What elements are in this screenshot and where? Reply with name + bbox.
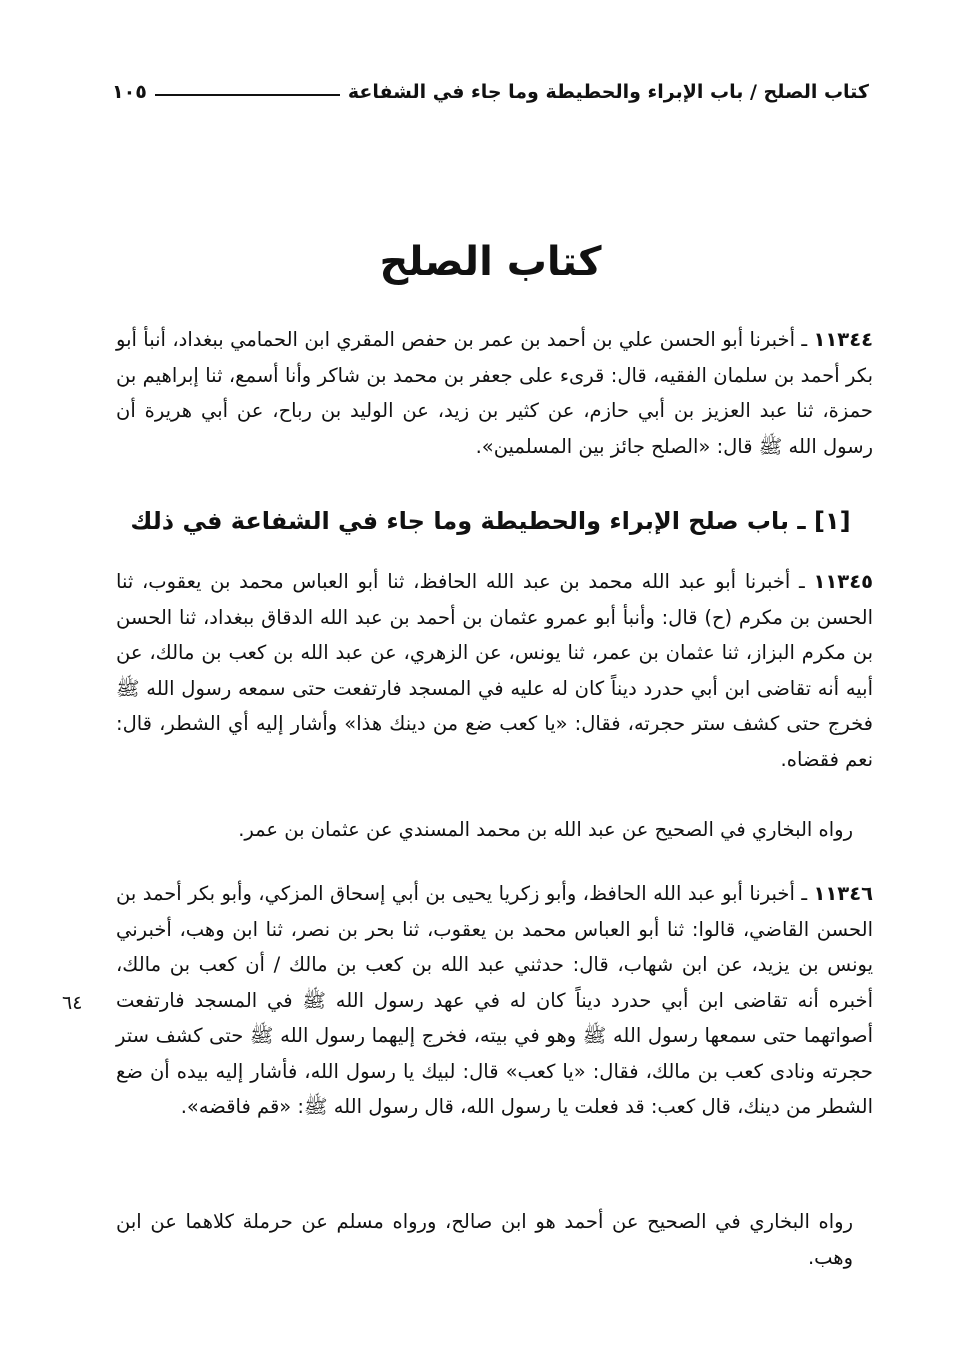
hadith-number: ١١٣٤٦ — [813, 882, 873, 905]
hadith-text: ـ أخبرنا أبو الحسن علي بن أحمد بن عمر بن حفص المقري ابن الحمامي ببغداد، أنبأ أبو بكر أحمد بن سلمان الفقيه، قال: قرىء على جعفر بن محمد بن شاكر وأنا أسمع، ثنا إبراهيم بن حمزة، ثنا عبد العزيز بن أبي حازم، عن كثير بن زيد، عن الوليد بن رباح، عن أبي هريرة أن رسول الله ﷺ قال: «الصلح جائز بين المسلمين». — [116, 328, 873, 458]
margin-reference: ٦٤ — [62, 992, 83, 1014]
hadith-11345-note: رواه البخاري في الصحيح عن عبد الله بن محمد المسندي عن عثمان بن عمر. — [238, 818, 853, 841]
hadith-number: ١١٣٤٤ — [813, 328, 873, 351]
header-rule — [155, 94, 340, 96]
page-number: ١٠٥ — [112, 81, 147, 103]
chapter-heading: [١] ـ باب صلح الإبراء والحطيطة وما جاء في الشفاعة في ذلك — [130, 507, 851, 535]
hadith-text: ـ أخبرنا أبو عبد الله محمد بن عبد الله الحافظ، ثنا أبو العباس محمد بن يعقوب، ثنا الحسن بن مكرم (ح) قال: وأنبأ أبو عمرو عثمان بن أحمد بن عبد الله الدقاق ببغداد، ثنا الحسن بن مكرم البزاز، ثنا عثمان بن عمر، ثنا يونس، عن الزهري، عن عبد الله بن كعب بن مالك، عن أبيه أنه تقاضى ابن أبي حدرد ديناً كان له عليه في المسجد فارتفعت حتى سمعه رسول الله ﷺ فخرج حتى كشف ستر حجرته، فقال: «يا كعب ضع من دينك هذا» وأشار إليه أي الشطر، قال: نعم فقضاه. — [116, 570, 873, 771]
book-title: كتاب الصلح — [379, 239, 602, 285]
hadith-11344 — [116, 322, 873, 464]
running-title: كتاب الصلح / باب الإبراء والحطيطة وما جاء في الشفاعة — [347, 81, 869, 103]
hadith-text: ـ أخبرنا أبو عبد الله الحافظ، وأبو زكريا يحيى بن أبي إسحاق المزكي، وأبو بكر أحمد بن الحسن القاضي، قالوا: ثنا أبو العباس محمد بن يعقوب، ثنا بحر بن نصر، ثنا ابن وهب، أخبرني يونس بن يزيد، عن ابن شهاب، قال: حدثني عبد الله بن كعب بن مالك / أن كعب بن مالك، أخبره أنه تقاضى ابن أبي حدرد ديناً كان له في عهد رسول الله ﷺ في المسجد فارتفعت أصواتهما حتى سمعها رسول الله ﷺ وهو في بيته، فخرج إليهما رسول الله ﷺ حتى كشف ستر حجرته ونادى كعب بن مالك، فقال: «يا كعب» قال: لبيك يا رسول الله، فأشار إليه بيده أن ضع الشطر من دينك، قال كعب: قد فعلت يا رسول الله، قال رسول الله ﷺ: «قم فاقضه». — [116, 882, 873, 1118]
hadith-11346-note: رواه البخاري في الصحيح عن أحمد هو ابن صالح، ورواه مسلم عن حرملة كلاهما عن ابن وهب. — [116, 1210, 853, 1269]
hadith-11345 — [116, 564, 873, 777]
page-header — [112, 66, 869, 106]
hadith-number: ١١٣٤٥ — [813, 570, 873, 593]
hadith-11346 — [116, 876, 873, 1125]
